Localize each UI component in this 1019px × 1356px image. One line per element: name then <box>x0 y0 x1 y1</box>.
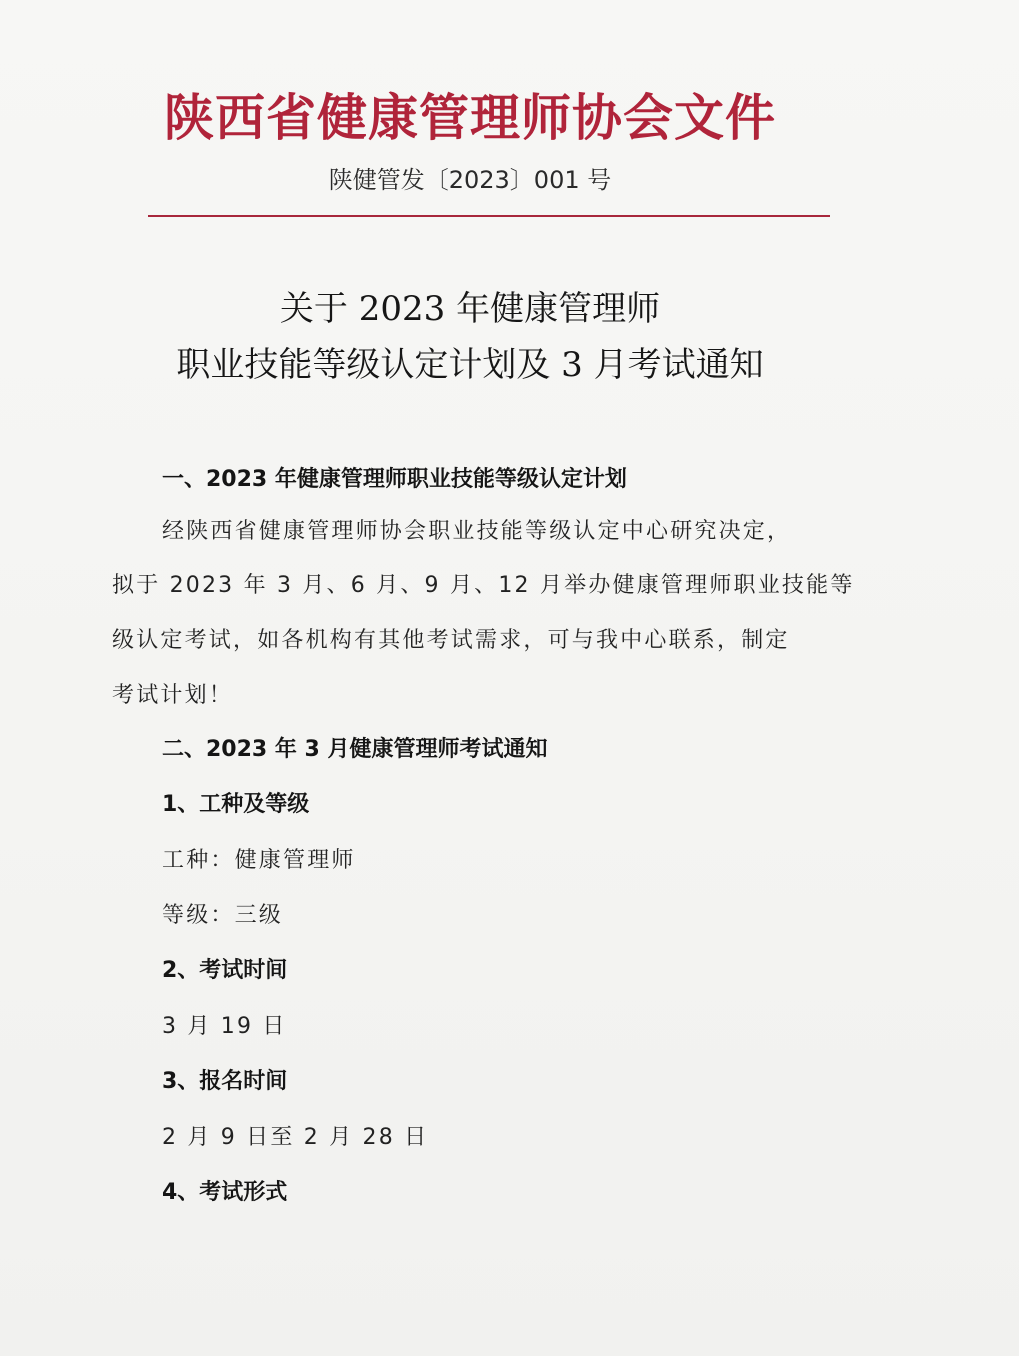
section-1-paragraph-line-4: 考试计划！ <box>112 683 234 708</box>
item-2-heading: 2、考试时间 <box>162 958 288 983</box>
section-1-heading: 一、2023 年健康管理师职业技能等级认定计划 <box>162 467 627 492</box>
document-number: 陕健管发〔2023〕001 号 <box>328 166 612 194</box>
section-1-paragraph-line-1: 经陕西省健康管理师协会职业技能等级认定中心研究决定， <box>162 519 792 544</box>
job-type-value: 工种：健康管理师 <box>162 848 356 873</box>
item-1-heading: 1、工种及等级 <box>162 792 310 817</box>
registration-period-value: 2 月 9 日至 2 月 28 日 <box>162 1125 429 1150</box>
document-title-line-2: 职业技能等级认定计划及 3 月考试通知 <box>176 345 764 385</box>
section-2-heading: 二、2023 年 3 月健康管理师考试通知 <box>162 737 548 762</box>
document-title-line-1: 关于 2023 年健康管理师 <box>279 289 661 329</box>
item-4-heading: 4、考试形式 <box>162 1180 288 1205</box>
section-1-paragraph-line-3: 级认定考试，如各机构有其他考试需求，可与我中心联系，制定 <box>112 628 790 653</box>
exam-date-value: 3 月 19 日 <box>162 1014 287 1039</box>
level-value: 等级：三级 <box>162 903 284 928</box>
document-header-org: 陕西省健康管理师协会文件 <box>164 88 776 147</box>
header-divider <box>148 215 830 217</box>
item-3-heading: 3、报名时间 <box>162 1069 288 1094</box>
section-1-paragraph-line-2: 拟于 2023 年 3 月、6 月、9 月、12 月举办健康管理师职业技能等 <box>112 573 855 598</box>
